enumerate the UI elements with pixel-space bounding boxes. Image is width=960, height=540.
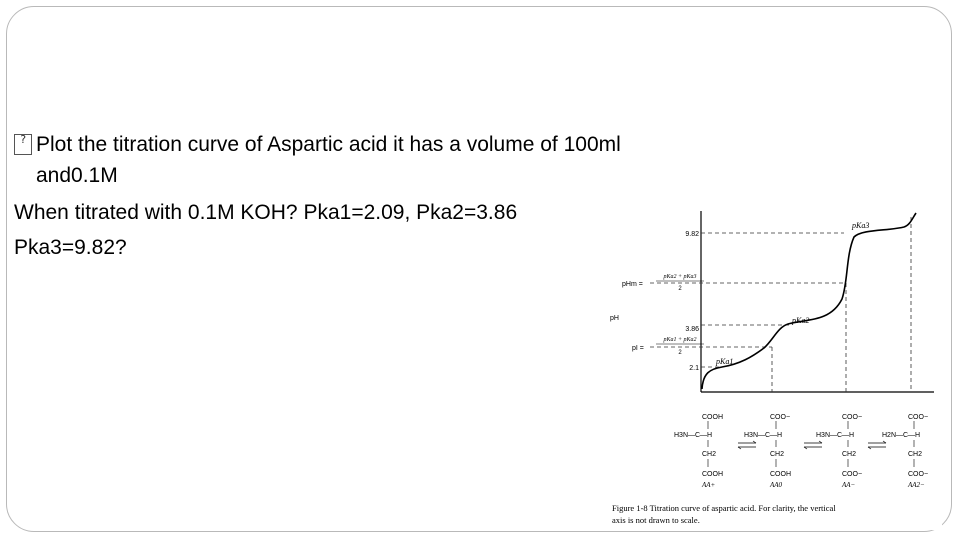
svg-text:COOH: COOH	[702, 414, 723, 421]
svg-text:COO−: COO−	[770, 414, 791, 421]
figure-caption-line-1: Figure 1-8 Titration curve of aspartic acid. For clarity, the vertical	[612, 503, 836, 513]
svg-text:COO−: COO−	[842, 414, 863, 421]
svg-text:H2N—C—H: H2N—C—H	[882, 432, 921, 439]
pka2-label: pKa2	[792, 316, 810, 325]
svg-text:COO−: COO−	[842, 471, 863, 478]
svg-text:COOH: COOH	[702, 471, 723, 478]
tick-2-1: 2.1	[689, 365, 699, 372]
y-axis-label: pH	[610, 315, 619, 322]
svg-text:H3N—C—H: H3N—C—H	[816, 432, 855, 439]
svg-text:CH2: CH2	[702, 451, 717, 458]
pka1-label: pKa1	[716, 357, 734, 366]
figure-caption-line-2: axis is not drawn to scale.	[612, 515, 700, 525]
pi-label: pI =	[632, 345, 644, 352]
pi-formula-numerator: pKa1 + pKa2	[663, 337, 697, 343]
titration-curve	[702, 213, 916, 389]
svg-text:CH2: CH2	[770, 451, 785, 458]
question-line-1: Plot the titration curve of Aspartic acid it has a volume of 100ml	[36, 133, 621, 156]
question-line-4: Pka3=9.82?	[14, 236, 127, 259]
pi-formula-denominator: 2	[678, 350, 682, 356]
bullet-icon: ?	[14, 134, 32, 155]
titration-curve-diagram	[598, 207, 942, 530]
phm-formula-denominator: 2	[678, 286, 682, 292]
svg-text:AA0: AA0	[770, 481, 783, 489]
phm-formula-numerator: pKa2 + pKa3	[663, 274, 697, 280]
tick-3-86: 3.86	[685, 326, 699, 333]
pka3-label: pKa3	[852, 221, 870, 230]
tick-9-82: 9.82	[685, 231, 699, 238]
svg-text:H3N—C—H: H3N—C—H	[674, 432, 713, 439]
svg-text:H3N—C—H: H3N—C—H	[744, 432, 783, 439]
titration-figure	[598, 207, 942, 530]
svg-text:COO−: COO−	[908, 471, 929, 478]
svg-text:CH2: CH2	[842, 451, 857, 458]
species-4	[882, 414, 928, 489]
question-line-2: and0.1M	[36, 164, 118, 187]
phm-label: pHm =	[622, 281, 643, 288]
svg-text:AA+: AA+	[702, 481, 716, 489]
svg-text:COO−: COO−	[908, 414, 929, 421]
svg-text:AA2−: AA2−	[908, 481, 925, 489]
svg-text:COOH: COOH	[770, 471, 791, 478]
question-line-3: When titrated with 0.1M KOH? Pka1=2.09, Pka2=3.86	[14, 201, 518, 224]
species-2	[744, 414, 791, 489]
species-3	[816, 414, 862, 489]
equilibrium-arrows	[738, 441, 886, 449]
species-1	[674, 414, 723, 489]
svg-text:CH2: CH2	[908, 451, 923, 458]
svg-text:AA−: AA−	[842, 481, 856, 489]
